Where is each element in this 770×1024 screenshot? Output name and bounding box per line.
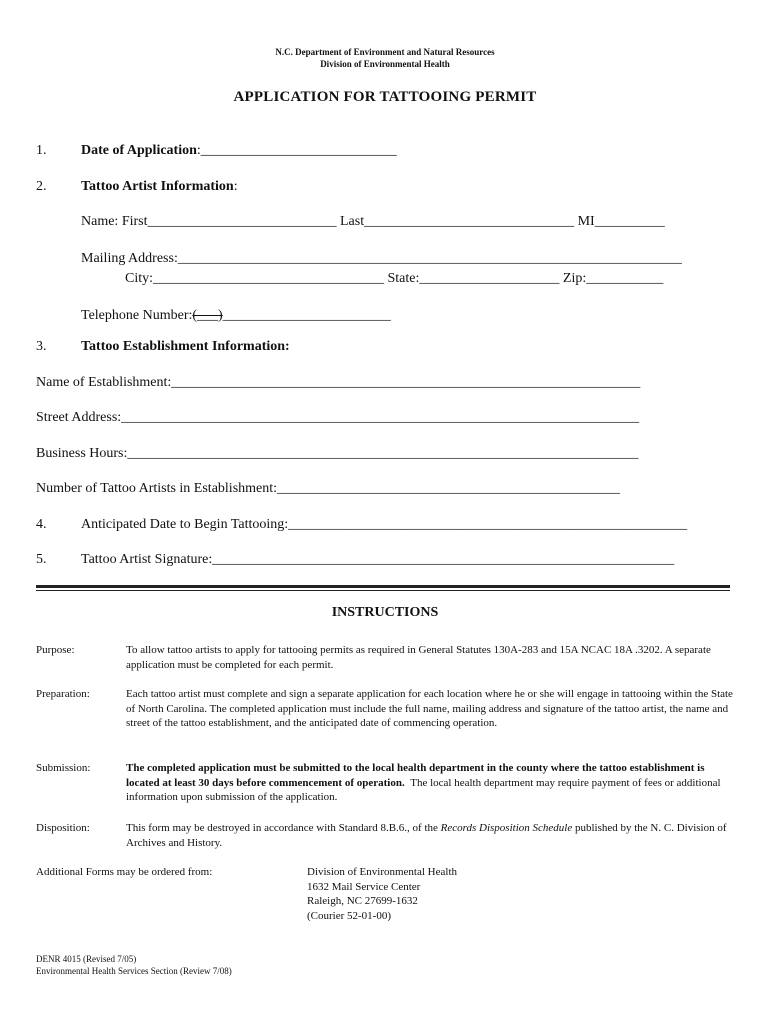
- establishment-info-heading: Tattoo Establishment Information:: [81, 339, 290, 354]
- street-address-field[interactable]: Street Address:__________________________________________________________________________: [36, 410, 640, 425]
- business-hours-field[interactable]: Business Hours:_________________________________________________________________________: [36, 446, 639, 461]
- item-number: 3.: [36, 339, 47, 354]
- date-of-application-blank[interactable]: ____________________________: [200, 143, 397, 158]
- section-divider-thick: [36, 585, 730, 588]
- order-address: [307, 865, 457, 924]
- records-schedule-title: Records Disposition Schedule: [440, 822, 573, 834]
- telephone-number-field[interactable]: [81, 308, 391, 324]
- submission-text: The completed application must be submitted to the local health department in the county where the tattoo establishment is located at least 30 days before commencement of operation. The local health department may require payment of fees or additional information upon submission of the application.: [126, 762, 721, 804]
- order-forms-label: Additional Forms may be ordered from:: [36, 866, 213, 878]
- telephone-label: Telephone Number:: [81, 308, 193, 323]
- disposition-text: This form may be destroyed in accordance with Standard 8.B.6., of the Records Disposition Schedule published by the N. C. Division of Archives and History.: [126, 822, 727, 849]
- purpose-text: To allow tattoo artists to apply for tattooing permits as required in General Statutes 130A-283 and 15A NCAC 18A .3202. A separate application must be completed for each permit.: [126, 644, 711, 671]
- address-line: Division of Environmental Health: [307, 866, 457, 878]
- date-of-application-label: Date of Application: [81, 143, 197, 158]
- area-code-blank[interactable]: (___): [192, 308, 223, 323]
- submission-label: Submission:: [36, 762, 91, 774]
- form-title: APPLICATION FOR TATTOOING PERMIT: [233, 89, 537, 105]
- preparation-label: Preparation:: [36, 688, 90, 700]
- establishment-name-field[interactable]: Name of Establishment:___________________________________________________________________: [36, 375, 641, 390]
- anticipated-date-field[interactable]: Anticipated Date to Begin Tattooing:_________________________________________________________: [81, 517, 688, 532]
- division-name: Division of Environmental Health: [320, 59, 450, 69]
- instructions-heading: INSTRUCTIONS: [331, 605, 439, 620]
- address-line: Raleigh, NC 27699-1632: [307, 895, 418, 908]
- disposition-label: Disposition:: [36, 822, 90, 834]
- address-line: (Courier 52-01-00): [307, 910, 392, 923]
- review-note: Environmental Health Services Section (Review 7/08): [36, 966, 232, 976]
- signature-field[interactable]: Tattoo Artist Signature:__________________________________________________________________: [81, 552, 675, 567]
- form-number: DENR 4015 (Revised 7/05): [36, 954, 137, 964]
- date-of-application-field[interactable]: Date of Application:____________________________: [81, 143, 397, 158]
- phone-blank[interactable]: ________________________: [222, 308, 391, 323]
- tattoo-artist-info-heading: Tattoo Artist Information:: [81, 179, 238, 194]
- department-name: N.C. Department of Environment and Natural Resources: [275, 47, 495, 57]
- artist-name-fields[interactable]: Name: First___________________________ Last______________________________ MI__________: [81, 214, 665, 229]
- number-of-artists-field[interactable]: Number of Tattoo Artists in Establishment:_________________________________________________: [36, 481, 621, 496]
- purpose-label: Purpose:: [36, 644, 75, 656]
- form-footer: [36, 953, 232, 977]
- item-number: 2.: [36, 179, 47, 194]
- section-divider-thin: [36, 590, 730, 591]
- item-number: 1.: [36, 143, 47, 158]
- address-line: 1632 Mail Service Center: [307, 880, 421, 893]
- mailing-address-field[interactable]: Mailing Address:________________________________________________________________________: [81, 251, 682, 266]
- item-number: 4.: [36, 517, 47, 532]
- preparation-text: Each tattoo artist must complete and sign a separate application for each location where he or she will engage in tattooing within the State of North Carolina. The completed application must include the full name, mailing address and signature of the tattoo artist, the name and street of the tattoo establishment, and the anticipated date of commencing operation.: [126, 688, 733, 730]
- item-number: 5.: [36, 552, 47, 567]
- city-state-zip-fields[interactable]: City:_________________________________ State:____________________ Zip:___________: [125, 271, 664, 286]
